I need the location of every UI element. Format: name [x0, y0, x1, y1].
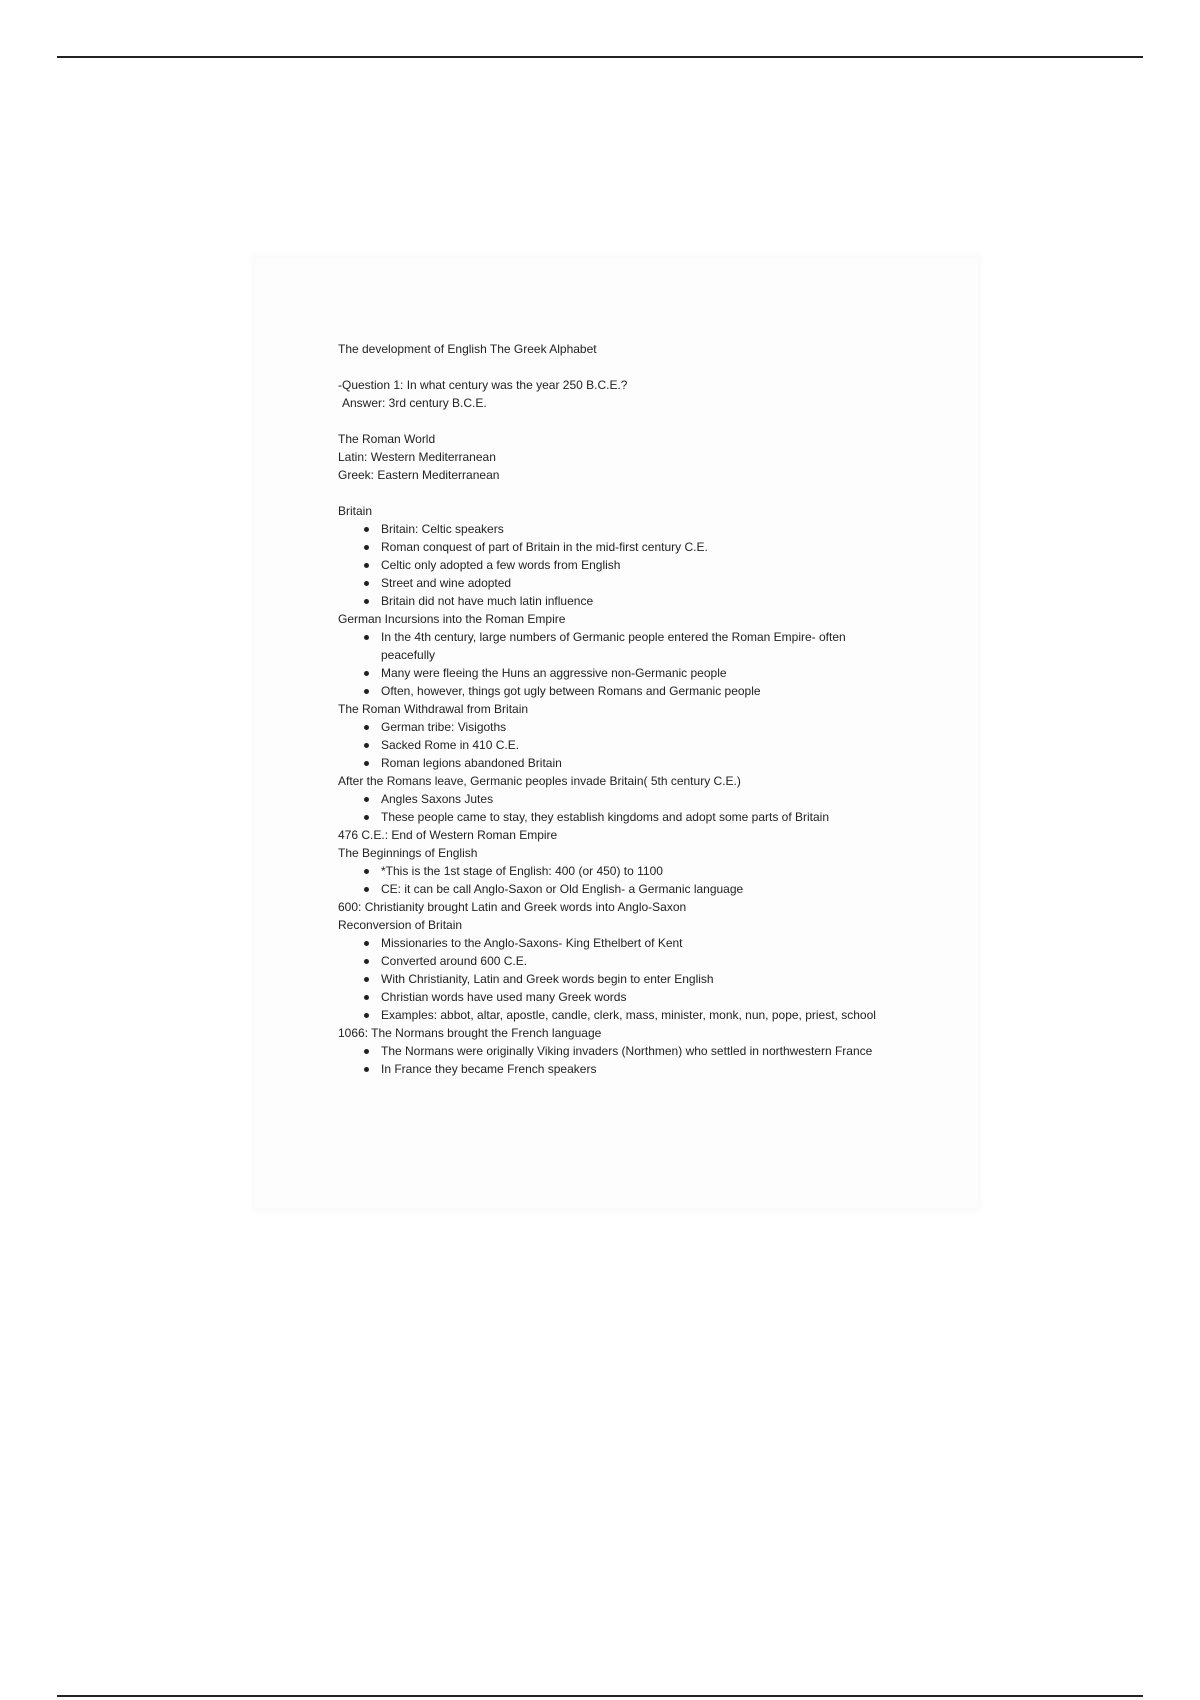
list-item: In the 4th century, large numbers of Germanic people entered the Roman Empire- often peacefully	[338, 628, 908, 664]
bullet-icon	[364, 995, 369, 1000]
list-item: Missionaries to the Anglo-Saxons- King Ethelbert of Kent	[338, 934, 908, 952]
list-item: In France they became French speakers	[338, 1060, 908, 1078]
normans-heading: 1066: The Normans brought the French language	[338, 1026, 602, 1040]
bottom-rule	[57, 1695, 1143, 1697]
beginnings-list	[338, 862, 908, 898]
bullet-icon	[364, 977, 369, 982]
christianity-text: 600: Christianity brought Latin and Greek words into Anglo-Saxon	[338, 900, 687, 914]
beginnings-heading: The Beginnings of English	[338, 846, 478, 860]
roman-world-heading: The Roman World	[338, 432, 436, 446]
bullet-icon	[364, 635, 369, 640]
bullet-icon	[364, 1049, 369, 1054]
bullet-icon	[364, 1067, 369, 1072]
reconversion-list	[338, 934, 908, 1024]
list-item: The Normans were originally Viking invaders (Northmen) who settled in northwestern France	[338, 1042, 908, 1060]
bullet-icon	[364, 959, 369, 964]
list-item: Celtic only adopted a few words from English	[338, 556, 908, 574]
britain-heading: Britain	[338, 504, 373, 518]
normans-list	[338, 1042, 908, 1078]
bullet-icon	[364, 869, 369, 874]
end-of-empire-text: 476 C.E.: End of Western Roman Empire	[338, 828, 558, 842]
bullet-icon	[364, 689, 369, 694]
list-item: German tribe: Visigoths	[338, 718, 908, 736]
list-item: CE: it can be call Anglo-Saxon or Old English- a Germanic language	[338, 880, 908, 898]
list-item: Christian words have used many Greek words	[338, 988, 908, 1006]
answer-text: Answer: 3rd century B.C.E.	[342, 396, 487, 410]
top-rule	[57, 56, 1143, 58]
list-item: *This is the 1st stage of English: 400 (or 450) to 1100	[338, 862, 908, 880]
roman-world-latin: Latin: Western Mediterranean	[338, 450, 496, 464]
roman-world-greek: Greek: Eastern Mediterranean	[338, 468, 500, 482]
document-title: The development of English The Greek Alphabet	[338, 342, 597, 356]
list-item: Often, however, things got ugly between Romans and Germanic people	[338, 682, 908, 700]
bullet-icon	[364, 797, 369, 802]
list-item: Sacked Rome in 410 C.E.	[338, 736, 908, 754]
list-item: Angles Saxons Jutes	[338, 790, 908, 808]
bullet-icon	[364, 545, 369, 550]
germanic-invasion-list	[338, 790, 908, 826]
list-item: Many were fleeing the Huns an aggressive non-Germanic people	[338, 664, 908, 682]
list-item: Examples: abbot, altar, apostle, candle, clerk, mass, minister, monk, nun, pope, priest, school	[338, 1006, 908, 1024]
germanic-invasion-heading: After the Romans leave, Germanic peoples invade Britain( 5th century C.E.)	[338, 774, 741, 788]
bullet-icon	[364, 581, 369, 586]
document-body	[338, 340, 908, 1078]
list-item: These people came to stay, they establish kingdoms and adopt some parts of Britain	[338, 808, 908, 826]
german-incursions-list	[338, 628, 908, 700]
question-text: -Question 1: In what century was the year 250 B.C.E.?	[338, 378, 628, 392]
bullet-icon	[364, 671, 369, 676]
list-item: With Christianity, Latin and Greek words begin to enter English	[338, 970, 908, 988]
roman-withdrawal-list	[338, 718, 908, 772]
reconversion-heading: Reconversion of Britain	[338, 918, 463, 932]
list-item: Britain did not have much latin influence	[338, 592, 908, 610]
bullet-icon	[364, 725, 369, 730]
list-item: Britain: Celtic speakers	[338, 520, 908, 538]
bullet-icon	[364, 743, 369, 748]
bullet-icon	[364, 815, 369, 820]
bullet-icon	[364, 761, 369, 766]
bullet-icon	[364, 1013, 369, 1018]
list-item: Roman legions abandoned Britain	[338, 754, 908, 772]
bullet-icon	[364, 941, 369, 946]
roman-withdrawal-heading: The Roman Withdrawal from Britain	[338, 702, 529, 716]
german-incursions-heading: German Incursions into the Roman Empire	[338, 612, 566, 626]
britain-list	[338, 520, 908, 610]
bullet-icon	[364, 599, 369, 604]
bullet-icon	[364, 887, 369, 892]
bullet-icon	[364, 563, 369, 568]
list-item: Roman conquest of part of Britain in the mid-first century C.E.	[338, 538, 908, 556]
list-item: Converted around 600 C.E.	[338, 952, 908, 970]
bullet-icon	[364, 527, 369, 532]
list-item: Street and wine adopted	[338, 574, 908, 592]
